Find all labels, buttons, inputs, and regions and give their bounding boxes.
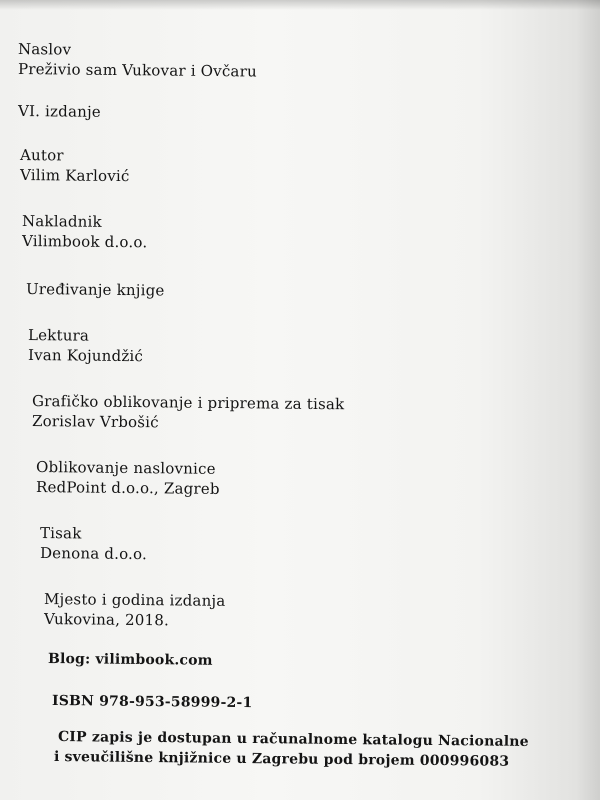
tisak-value: Denona d.o.o.: [39, 544, 148, 564]
lektura-label: Lektura: [27, 326, 90, 345]
izdanje: VI. izdanje: [17, 102, 102, 121]
mjesto-value: Vukovina, 2018.: [43, 610, 170, 630]
nakladnik-label: Nakladnik: [21, 212, 102, 231]
graficko-value: Zorislav Vrbošić: [31, 412, 159, 432]
naslovnica-label: Oblikovanje naslovnice: [35, 458, 216, 478]
naslovnica-value: RedPoint d.o.o., Zagreb: [35, 478, 220, 498]
page-edge-shadow: [0, 0, 600, 10]
uredivanje-label: Uređivanje knjige: [25, 280, 165, 300]
tisak-label: Tisak: [39, 524, 82, 543]
nakladnik-value: Vilimbook d.o.o.: [21, 232, 148, 252]
autor-label: Autor: [19, 146, 64, 165]
graficko-label: Grafičko oblikovanje i priprema za tisak: [31, 392, 345, 414]
cip-line-2: i sveučilišne knjižnice u Zagrebu pod brojem 000996083: [53, 749, 510, 770]
naslov-value: Preživio sam Vukovar i Ovčaru: [17, 60, 257, 81]
autor-value: Vilim Karlović: [19, 166, 130, 186]
naslov-label: Naslov: [17, 40, 72, 59]
blog-line: Blog: vilimbook.com: [47, 651, 213, 669]
cip-line-1: CIP zapis je dostupan u računalnome katalogu Nacionalne: [57, 729, 529, 750]
isbn-line: ISBN 978-953-58999-2-1: [51, 693, 253, 712]
lektura-value: Ivan Kojundžić: [27, 346, 144, 366]
mjesto-label: Mjesto i godina izdanja: [43, 590, 226, 610]
